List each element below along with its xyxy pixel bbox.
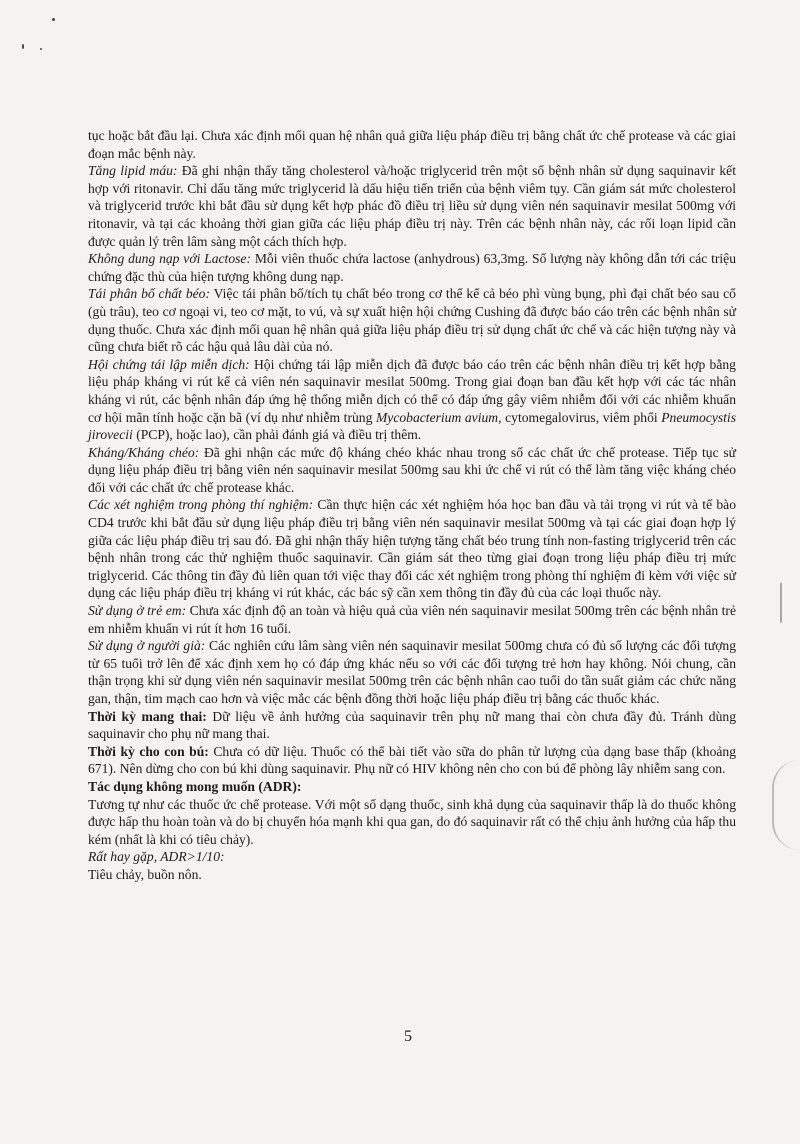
breastfeeding-section <box>88 743 736 778</box>
page-number: 5 <box>404 1028 412 1045</box>
paragraph <box>88 250 736 285</box>
section-heading: Thời kỳ cho con bú: <box>88 743 209 759</box>
organism-name: Mycobacterium avium, <box>375 409 502 425</box>
paragraph <box>88 162 736 250</box>
adr-heading: Tác dụng không mong muốn (ADR): <box>88 778 302 794</box>
paragraph-text: Các nghiên cứu lâm sàng viên nén saquinavir mesilat 500mg chưa có đủ số lượng các đối tượng từ 65 tuổi trở lên để xác định xem họ có đáp ứng khác nếu so với các đối tượng trẻ hơn hay không. Nói chung, cần thận trọng khi sử dụng viên nén saquinavir mesilat 500mg trên các bệnh nhân cao tuổi do tần suất giảm các chức năng gan, thận, tim mạch cao hơn và việc mắc các bệnh đồng thời hoặc liệu pháp điều trị bằng các thuốc khác. <box>88 638 736 706</box>
paragraph <box>88 356 736 444</box>
paragraph-text: (PCP), hoặc lao), cần phải đánh giá và điều trị thêm. <box>132 427 422 443</box>
paragraph <box>88 127 736 162</box>
paragraph-text: Cần thực hiện các xét nghiệm hóa học ban đầu và tải trọng vi rút và tế bào CD4 trước khi bắt đầu sử dụng liệu pháp điều trị bằng viên nén saquinavir mesilat 500mg và tại các giai đoạn hợp lý giữa các liệu pháp điều trị sau đó. Đã ghi nhận thấy hiện tượng tăng chất béo trung tính non-fasting triglycerid trên các bệnh nhân trong các thử nghiệm thuốc saquinavir. Cần giám sát theo từng giai đoạn trong liệu pháp điều trị mức triglycerid. Các thông tin đầy đủ liên quan tới việc thay đổi các xét nghiệm trong phòng thí nghiệm đi kèm với việc sử dụng các liệu pháp điều trị kháng vi rút khác, các bác sỹ cần xem thông tin đầy đủ của các loại thuốc này. <box>88 497 736 601</box>
edge-mark <box>780 577 798 624</box>
organism-name: Pneumocystis jirovecii <box>88 409 736 443</box>
section-heading: Thời kỳ mang thai: <box>88 708 207 724</box>
paragraph-text: Đã ghi nhận các mức độ kháng chéo khác nhau trong số các chất ức chế protease. Tiếp tục sử dụng liệu pháp điều trị bằng viên nén saquinavir mesilat 500mg sau khi ức chế vi rút có thể làm tăng việc kháng chéo đối với các chất ức chế protease khác. <box>88 444 736 495</box>
stamp-fragment <box>772 760 800 850</box>
paragraph-text: Việc tái phân bố/tích tụ chất béo trong cơ thể kể cả béo phì vùng bụng, phì đại chất béo sau cổ (gù trâu), teo cơ ngoại vi, teo cơ mặt, to vú, và sự xuất hiện hội chứng Cushing đã được báo cáo trên các bệnh nhân sử dụng thuốc. Chưa xác định mối quan hệ nhân quả giữa liệu pháp điều trị sử dụng chất ức chế và các hiện tượng này và cũng chưa biết rõ các hậu quả lâu dài của nó. <box>88 286 736 355</box>
paragraph-text: Hội chứng tái lập miễn dịch đã được báo cáo trên các bệnh nhân điều trị kết hợp bằng liệu pháp kháng vi rút kể cả viên nén saquinavir mesilat 500mg. Trong giai đoạn ban đầu kết hợp với các tác nhân kháng vi rút, các bệnh nhân đáp ứng hệ thống miễn dịch có thể có đáp ứng gây viêm nhiễm đối với các nhiễm khuẩn cơ hội mãn tính hoặc cặn bã (ví dụ như nhiễm trùng <box>88 356 736 425</box>
adr-subheading: Rất hay gặp, ADR>1/10: <box>88 849 225 865</box>
pregnancy-section <box>88 708 736 743</box>
paragraph-text: Chưa xác định độ an toàn và hiệu quả của viên nén saquinavir mesilat 500mg trên các bệnh nhân trẻ em nhiễm khuẩn vi rút ít hơn 16 tuổi. <box>88 603 736 636</box>
paragraph-text: Mỗi viên thuốc chứa lactose (anhydrous) 63,3mg. Số lượng này không dẫn tới các triệu chứng đặc thù của hiện tượng không dung nạp. <box>88 251 736 284</box>
paragraph <box>88 637 736 707</box>
paragraph-label: Các xét nghiệm trong phòng thí nghiệm: <box>88 497 314 513</box>
paragraph <box>88 496 736 602</box>
paragraph-label: Không dung nạp với Lactose: <box>88 251 251 267</box>
scan-speck <box>22 44 24 49</box>
section-text: Chưa có dữ liệu. Thuốc có thể bài tiết vào sữa do phân tử lượng của dạng base thấp (khoảng 671). Nên dừng cho con bú khi dùng saquinavir. Phụ nữ có HIV không nên cho con bú để phòng lây nhiễm sang con. <box>88 743 736 777</box>
scan-speck <box>52 18 55 21</box>
adr-subtext: Tiêu chảy, buồn nôn. <box>88 866 202 882</box>
section-text: Dữ liệu về ảnh hưởng của saquinavir trên phụ nữ mang thai còn chưa đầy đủ. Tránh dùng saquinavir cho phụ nữ mang thai. <box>88 708 736 742</box>
adr-text: Tương tự như các thuốc ức chế protease. Với một số dạng thuốc, sinh khả dụng của saquinavir thấp là do thuốc không được hấp thu hoàn toàn và do bị chuyển hóa mạnh khi qua gan, do đó saquinavir rất có thể chịu ảnh hưởng của hấp thu kém (nhất là khi có tiêu chảy). <box>88 796 736 847</box>
paragraph-text: tục hoặc bắt đầu lại. Chưa xác định mối quan hệ nhân quả giữa liệu pháp điều trị bằng chất ức chế protease và các giai đoạn mắc bệnh này. <box>88 128 736 161</box>
document-body <box>88 127 736 884</box>
paragraph-text: cytomegalovirus, viêm phổi <box>501 409 662 425</box>
paragraph <box>88 602 736 637</box>
scan-speck <box>40 48 42 50</box>
paragraph-label: Kháng/Kháng chéo: <box>88 444 200 460</box>
paragraph-text: Đã ghi nhận thấy tăng cholesterol và/hoặc triglycerid trên một số bệnh nhân sử dụng saquinavir kết hợp với ritonavir. Chỉ dấu tăng mức triglycerid là dấu hiệu tiến triển của bệnh viêm tụy. Cần giám sát mức cholesterol và triglycerid trước khi bắt đầu sử dụng kết hợp phác đồ điều trị liều sử dụng viên nén saquinavir mesilat 500mg với ritonavir, và tại các khoảng thời gian giữa các liệu pháp điều trị này. Trên các bệnh nhân này, các rối loạn lipid cần được quản lý trên lâm sàng một cách thích hợp. <box>88 163 736 249</box>
paragraph <box>88 285 736 355</box>
paragraph-label: Tăng lipid máu: <box>88 163 178 179</box>
paragraph-label: Hội chứng tái lập miễn dịch: <box>88 356 250 372</box>
paragraph <box>88 444 736 497</box>
paragraph-label: Sử dụng ở trẻ em: <box>88 603 187 619</box>
paragraph-label: Tái phân bố chất béo: <box>88 286 210 302</box>
paragraph-label: Sử dụng ở người già: <box>88 638 206 654</box>
